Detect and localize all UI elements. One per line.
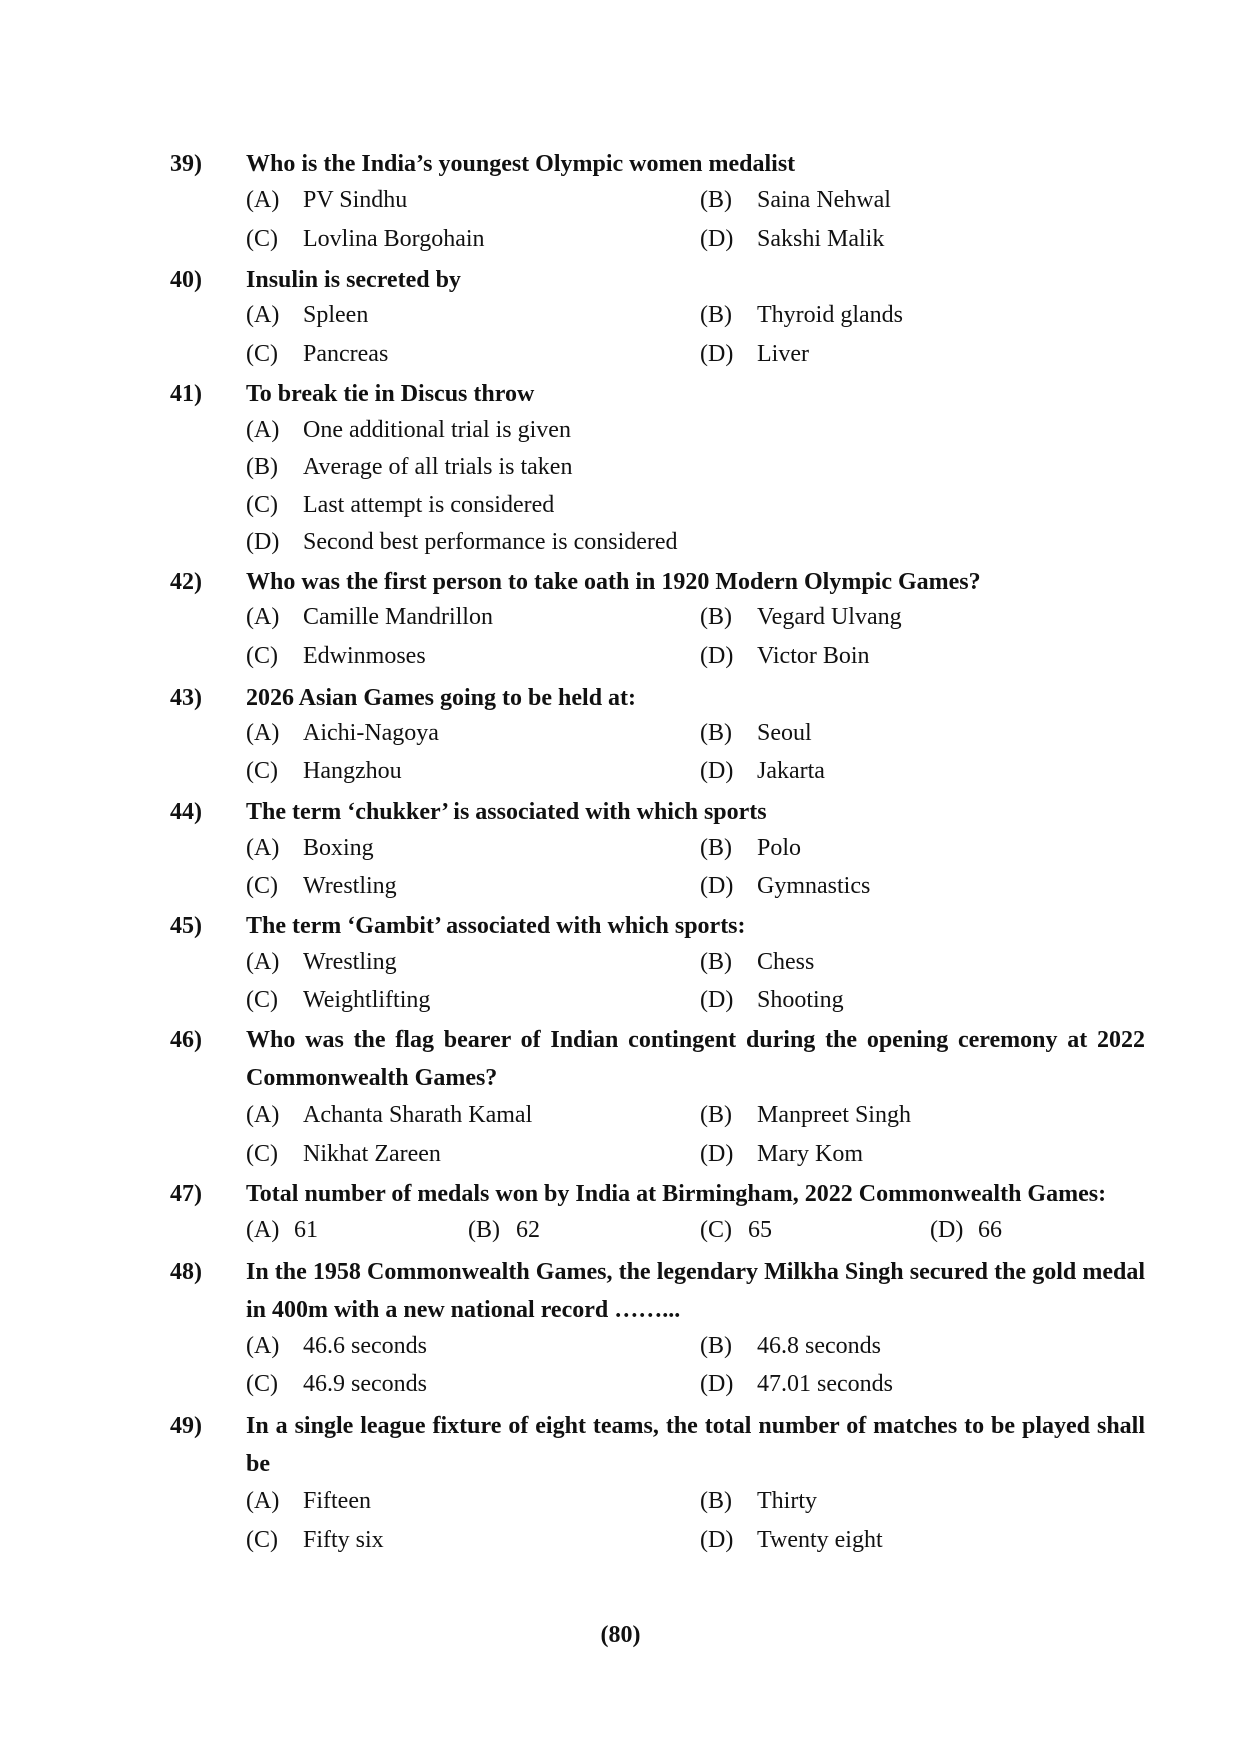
option [700, 1368, 893, 1400]
option-label: (A) [246, 1488, 280, 1514]
option [700, 299, 903, 331]
option [246, 489, 554, 521]
option-label: (D) [700, 1141, 734, 1167]
option-label: (C) [246, 1141, 278, 1167]
option-label: (C) [246, 1527, 278, 1553]
question-text: The term ‘chukker’ is associated with which sports [246, 799, 767, 825]
option-label: (A) [246, 835, 280, 861]
option-label: (D) [700, 758, 734, 784]
option-label: (A) [246, 1217, 280, 1243]
option [700, 640, 870, 672]
question-number: 44) [170, 799, 202, 825]
option-text: Hangzhou [303, 758, 402, 784]
option-label: (A) [246, 417, 280, 443]
question-number: 47) [170, 1181, 202, 1207]
option-text: Seoul [757, 720, 812, 746]
option-text: Thirty [757, 1488, 817, 1514]
option-text: Gymnastics [757, 873, 871, 899]
option-label: (C) [246, 226, 278, 252]
question-text: Who is the India’s youngest Olympic women medalist [246, 151, 796, 177]
option-text: 47.01 seconds [757, 1371, 893, 1397]
option-text: Mary Kom [757, 1141, 863, 1167]
option-label: (C) [246, 341, 278, 367]
option-text: Vegard Ulvang [757, 604, 902, 630]
option-label: (C) [246, 643, 278, 669]
option-label: (B) [700, 720, 732, 746]
question-number: 45) [170, 913, 202, 939]
option [246, 451, 572, 483]
option-text: Weightlifting [303, 987, 431, 1013]
option [246, 1138, 441, 1170]
option-label: (B) [700, 1488, 732, 1514]
question-number: 46) [170, 1027, 202, 1053]
question-text: Total number of medals won by India at Birmingham, 2022 Commonwealth Games: [246, 1181, 1107, 1207]
option-text: Wrestling [303, 873, 397, 899]
option-label: (D) [700, 1527, 734, 1553]
option [246, 184, 407, 216]
option [246, 223, 485, 255]
option-text: Shooting [757, 987, 844, 1013]
option-text: 65 [748, 1217, 772, 1243]
option-label: (A) [246, 949, 280, 975]
option [246, 946, 397, 978]
option-label: (B) [700, 835, 732, 861]
option-text: Last attempt is considered [303, 492, 555, 518]
question-number: 42) [170, 569, 202, 595]
option-text: Aichi-Nagoya [303, 720, 439, 746]
option [700, 832, 801, 864]
option-label: (B) [700, 1333, 732, 1359]
option-text: Sakshi Malik [757, 226, 885, 252]
option-text: Fifteen [303, 1488, 371, 1514]
option-label: (B) [700, 604, 732, 630]
option-text: Twenty eight [757, 1527, 883, 1553]
question-number: 41) [170, 381, 202, 407]
question-text: The term ‘Gambit’ associated with which sports: [246, 913, 746, 939]
option-text: Spleen [303, 302, 369, 328]
question-text: 2026 Asian Games going to be held at: [246, 685, 637, 711]
option [246, 1099, 532, 1131]
option [700, 946, 814, 978]
option [700, 184, 891, 216]
option-label: (A) [246, 720, 280, 746]
option-label: (D) [700, 987, 734, 1013]
option-label: (A) [246, 604, 280, 630]
option-text: Second best performance is considered [303, 529, 678, 555]
option-label: (B) [468, 1217, 500, 1243]
option [246, 1368, 427, 1400]
question-number: 48) [170, 1259, 202, 1285]
question-number: 49) [170, 1413, 202, 1439]
option [246, 1214, 318, 1246]
option-text: Victor Boin [757, 643, 870, 669]
option [700, 1330, 881, 1362]
option-label: (B) [700, 1102, 732, 1128]
option-text: Chess [757, 949, 815, 975]
option-text: Edwinmoses [303, 643, 426, 669]
option-label: (D) [700, 873, 734, 899]
option-label: (A) [246, 302, 280, 328]
question-text: In a single league fixture of eight teams, the total number of matches to be played shall be [246, 1413, 1145, 1477]
option-text: Boxing [303, 835, 374, 861]
option-label: (C) [246, 758, 278, 784]
option [246, 414, 571, 446]
option-text: 46.6 seconds [303, 1333, 427, 1359]
option-label: (A) [246, 1102, 280, 1128]
option [246, 526, 678, 558]
option [246, 755, 402, 787]
option-label: (C) [700, 1217, 732, 1243]
option [700, 717, 812, 749]
option [700, 338, 809, 370]
option-text: 61 [294, 1217, 318, 1243]
option-text: Average of all trials is taken [303, 454, 573, 480]
option-label: (B) [700, 302, 732, 328]
option-label: (A) [246, 187, 280, 213]
option-label: (D) [700, 643, 734, 669]
option-text: One additional trial is given [303, 417, 571, 443]
question-text: Who was the flag bearer of Indian contingent during the opening ceremony at 2022 Commonwealth Games? [246, 1027, 1145, 1091]
option-text: Polo [757, 835, 802, 861]
option-text: PV Sindhu [303, 187, 408, 213]
option-label: (A) [246, 1333, 280, 1359]
option-text: Camille Mandrillon [303, 604, 493, 630]
option-text: Liver [757, 341, 809, 367]
option [930, 1214, 1002, 1246]
option-label: (C) [246, 492, 278, 518]
option [246, 299, 368, 331]
question-text: Who was the first person to take oath in 1920 Modern Olympic Games? [246, 569, 981, 595]
option [700, 755, 825, 787]
option [700, 984, 844, 1016]
option [700, 870, 870, 902]
option-label: (D) [246, 529, 280, 555]
option [246, 832, 374, 864]
option [700, 1214, 772, 1246]
option-label: (D) [700, 226, 734, 252]
option [246, 338, 388, 370]
option-text: 62 [516, 1217, 540, 1243]
option-text: Saina Nehwal [757, 187, 891, 213]
option-label: (C) [246, 987, 278, 1013]
option [700, 1524, 883, 1556]
option [246, 984, 430, 1016]
option-text: Manpreet Singh [757, 1102, 911, 1128]
option-label: (B) [700, 187, 732, 213]
option-text: Fifty six [303, 1527, 384, 1553]
option-label: (C) [246, 1371, 278, 1397]
option [246, 1485, 371, 1517]
option-text: Thyroid glands [757, 302, 903, 328]
option-text: 46.9 seconds [303, 1371, 427, 1397]
option [246, 1330, 427, 1362]
question-text: In the 1958 Commonwealth Games, the legendary Milkha Singh secured the gold medal in 400m with a new national record ……... [246, 1259, 1145, 1323]
option-text: Lovlina Borgohain [303, 226, 485, 252]
option [246, 717, 439, 749]
option [700, 1138, 863, 1170]
option-text: Nikhat Zareen [303, 1141, 441, 1167]
option [700, 223, 884, 255]
option-text: Jakarta [757, 758, 825, 784]
question-number: 43) [170, 685, 202, 711]
question-number: 39) [170, 151, 202, 177]
option [246, 640, 426, 672]
option [246, 1524, 384, 1556]
option [246, 870, 397, 902]
question-number: 40) [170, 267, 202, 293]
option-label: (D) [700, 1371, 734, 1397]
option-label: (B) [700, 949, 732, 975]
option [700, 1485, 817, 1517]
question-text: Insulin is secreted by [246, 267, 461, 293]
page-number: (80) [600, 1622, 641, 1648]
option [700, 1099, 911, 1131]
option-label: (D) [700, 341, 734, 367]
option-text: Achanta Sharath Kamal [303, 1102, 533, 1128]
option-label: (B) [246, 454, 278, 480]
option-label: (C) [246, 873, 278, 899]
option [246, 601, 493, 633]
option-text: 46.8 seconds [757, 1333, 881, 1359]
option-label: (D) [930, 1217, 964, 1243]
option [468, 1214, 540, 1246]
option-text: Pancreas [303, 341, 389, 367]
question-text: To break tie in Discus throw [246, 381, 535, 407]
option [700, 601, 902, 633]
option-text: 66 [978, 1217, 1002, 1243]
option-text: Wrestling [303, 949, 397, 975]
